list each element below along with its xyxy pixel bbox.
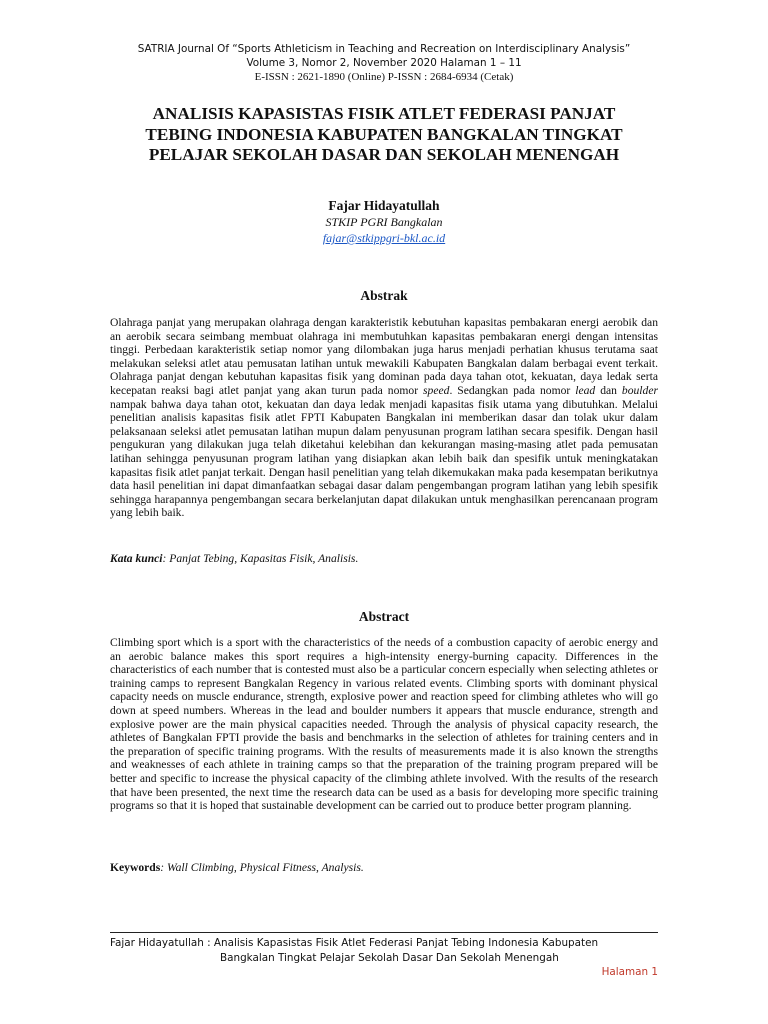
footer-line-1: Fajar Hidayatullah : Analisis Kapasistas Fisik Atlet Federasi Panjat Tebing Indonesia Kabupaten [110, 937, 599, 949]
author-name: Fajar Hidayatullah [328, 198, 440, 213]
journal-issn: E-ISSN : 2621-1890 (Online) P-ISSN : 2684-6934 (Cetak) [254, 71, 514, 83]
abstrak-text-4: nampak bahwa daya tahan otot, kekuatan dan daya ledak menjadi kapasitas fisik utama yang dibutuhkan. Melalui penelitian analisis kapasitas fisik atlet FPTI Kabupaten Bangkalan ini memberikan dasar dan tolak ukur dalam pelaksanaan seleksi atlet pemusatan latihan mupun dalam penyusunan program latihan secara spesifik. Dengan hasil pengukuran yang dilakukan juga telah diketahui kelebihan dan kekurangan masing-masing atlet pada pemusatan latihan sehingga penyusunan program latihan yang disiapkan akan lebih baik dan spesifik untuk meningkatakan kapasitas fisik atlet panjat terkait. Dengan hasil penelitian yang telah dikemukakan maka pada kesempatan berikutnya data hasil penelitian ini dapat dimanfaatkan sebagai dasar dalam pengembangan program latihan yang lebih spesifik sehingga harapannya pengembangan secara berkelanjutan dapat dilakukan untuk menghasilkan perencanaan program yang lebih baik. [110, 397, 658, 520]
running-footer [110, 936, 658, 966]
kata-kunci-value: : Panjat Tebing, Kapasitas Fisik, Analisis. [162, 552, 359, 565]
abstrak-body [110, 316, 658, 520]
keywords [110, 861, 658, 875]
abstrak-term-speed: speed [423, 383, 450, 397]
author-affiliation: STKIP PGRI Bangkalan [325, 215, 443, 229]
title-line-3: PELAJAR SEKOLAH DASAR DAN SEKOLAH MENENGAH [148, 145, 620, 164]
title-line-2: TEBING INDONESIA KABUPATEN BANGKALAN TINGKAT [145, 124, 623, 144]
title-line-1: ANALISIS KAPASISTAS FISIK ATLET FEDERASI PANJAT [152, 104, 616, 123]
abstrak-text-3: dan [595, 383, 622, 397]
abstract-heading: Abstract [358, 609, 410, 624]
abstract-body: Climbing sport which is a sport with the characteristics of the needs of a combustion capacity of aerobic energy and an aerobic balance makes this sport requires a high-intensity energy-burning capacity. Differences in the characteristics of each number that is contested must also be a particular concern especially when selecting athletes or training camps to represent Bangkalan Regency in various related events. Climbing sports with dominant physical capacity needs on muscle endurance, strength, explosive power and reaction speed for climbing athletes who will go down at speed numbers. Whereas in the lead and boulder numbers it appears that muscle endurance, strength and explosive power are the main physical capacities needed. Through the analysis of physical capacity research, the athletes of Bangkalan FPTI provide the basis and benchmarks in the selection of athletes for training centers and in the preparation of specific training programs. With the results of measurements made it is also known the strengths and weaknesses of each athlete in training camps so that the preparation of the training program prepared will be better and specific to increase the physical capacity of the climbing athlete involved. With the results of the research that have been presented, the next time the research data can be used as a basis for developing more specific training programs so that it is hoped that sustainable development can be carried out to produce better program planning. [110, 636, 658, 813]
abstrak-text-1: Olahraga panjat yang merupakan olahraga dengan karakteristik kebutuhan kapasitas pembakaran energi aerobik dan an aerobik secara seimbang membuat olahraga ini membutuhkan kapasitas pembakaran energi dengan intensitas tinggi. Perbedaan karakteristik setiap nomor yang dilombakan juga harus menjadi perhatian khusus terutama saat melakukan seleksi atlet atau pemusatan latihan untuk mewakili Kabupaten Bangkalan dalam berbagai event terkait. Olahraga panjat dengan kebutuhan kapasitas fisik yang dominan pada daya tahan otot, kekuatan, daya ledak serta kecepatan reaksi bagi atlet panjat yang akan turun pada nomor [110, 316, 658, 397]
abstrak-text-2: . Sedangkan pada nomor [449, 383, 576, 397]
keywords-label: Keywords [110, 861, 161, 874]
journal-header [100, 42, 668, 84]
author-email-link[interactable]: fajar@stkippgri-bkl.ac.id [322, 231, 446, 245]
kata-kunci-label: Kata kunci [110, 552, 163, 565]
page-number: Halaman 1 [601, 966, 658, 978]
footer-divider [110, 932, 658, 933]
footer-line-2: Bangkalan Tingkat Pelajar Sekolah Dasar Dan Sekolah Menengah [220, 952, 559, 964]
paper-title [110, 104, 658, 166]
abstrak-term-lead: lead [575, 383, 596, 397]
keywords-value: : Wall Climbing, Physical Fitness, Analysis. [160, 861, 364, 874]
abstrak-heading: Abstrak [360, 288, 408, 303]
kata-kunci [110, 552, 658, 566]
journal-volume: Volume 3, Nomor 2, November 2020 Halaman 1 – 11 [246, 57, 522, 69]
abstrak-term-boulder: boulder [621, 383, 658, 397]
journal-name: SATRIA Journal Of “Sports Athleticism in Teaching and Recreation on Interdisciplinary Analysis” [137, 43, 631, 55]
author-block [0, 198, 768, 246]
